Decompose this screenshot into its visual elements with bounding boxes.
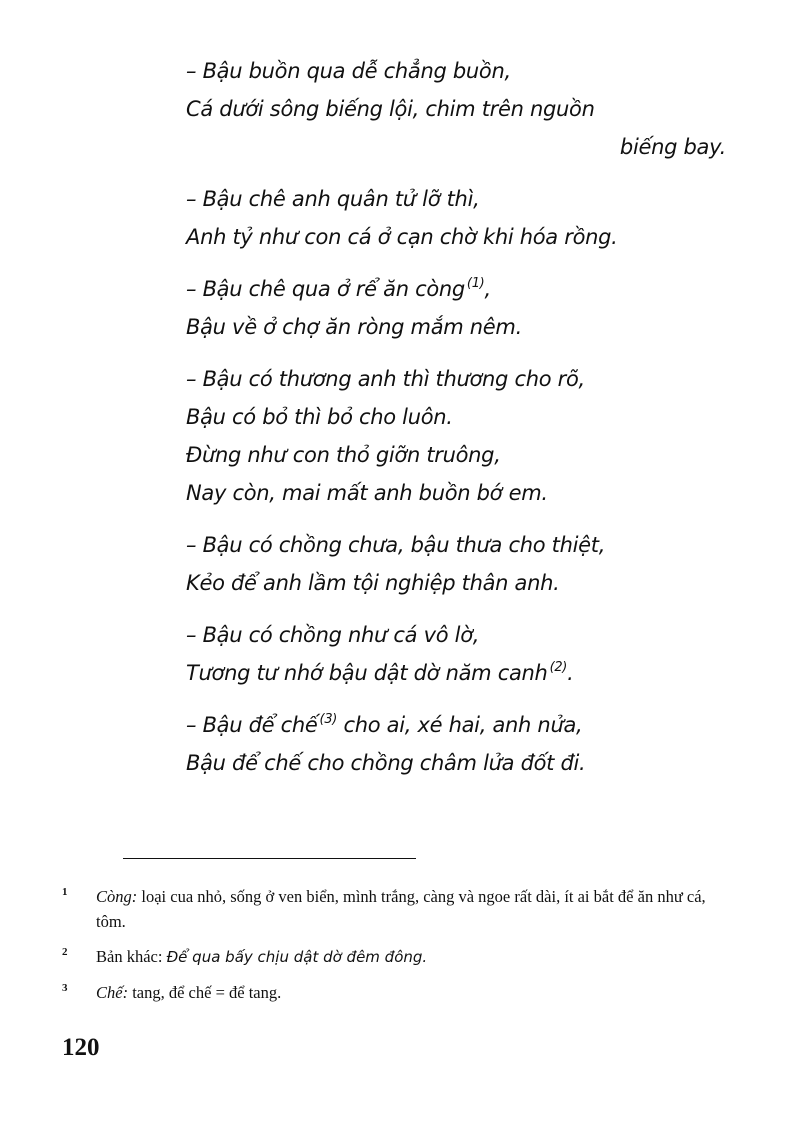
footnote-item	[62, 884, 732, 934]
poem-line: Bậu về ở chợ ăn ròng mắm nêm.	[186, 315, 522, 339]
poem-line-text: – Bậu chê qua ở rể ăn còng	[186, 277, 465, 301]
footnote-divider	[123, 858, 416, 859]
poem-line: – Bậu có thương anh thì thương cho rõ,	[186, 367, 585, 391]
poem-line-text: Tương tư nhớ bậu dật dờ năm canh	[186, 661, 548, 685]
poem-line-text: – Bậu để chế	[186, 713, 318, 737]
footnote-marker: (3)	[319, 712, 338, 727]
poem-line	[186, 654, 746, 692]
footnote-item	[62, 944, 732, 970]
stanza	[186, 706, 746, 782]
poem-line	[186, 706, 746, 744]
poem-line: – Bậu buồn qua dễ chẳng buồn,	[186, 59, 511, 83]
poem-line: Anh tỷ như con cá ở cạn chờ khi hóa rồng.	[186, 225, 618, 249]
poem-line-text: cho ai, xé hai, anh nửa,	[343, 713, 583, 737]
poem-line: Bậu có bỏ thì bỏ cho luôn.	[186, 405, 453, 429]
footnote-text: loại cua nhỏ, sống ở ven biển, mình trắng, càng và ngoe rất dài, ít ai bắt để ăn như cá, tôm.	[96, 887, 706, 931]
footnote-marker: (1)	[466, 276, 485, 291]
punctuation: ,	[484, 277, 491, 301]
poem-line: Cá dưới sông biếng lội, chim trên nguồn	[186, 97, 595, 121]
poem-line: Bậu để chế cho chồng châm lửa đốt đi.	[186, 751, 586, 775]
footnote-marker: (2)	[549, 660, 568, 675]
punctuation: .	[567, 661, 574, 685]
poem-line: Đừng như con thỏ giỡn truông,	[186, 443, 501, 467]
footnote-lead: Bản khác:	[96, 947, 167, 966]
poem-line: Kẻo để anh lầm tội nghiệp thân anh.	[186, 571, 560, 595]
poem-line: Nay còn, mai mất anh buồn bớ em.	[186, 481, 548, 505]
footnote-number: 3	[62, 982, 68, 994]
poem-line: biếng bay.	[619, 135, 726, 159]
stanza	[186, 360, 746, 512]
footnote-term: Chế:	[96, 983, 129, 1002]
page-number: 120	[62, 1034, 100, 1061]
poem	[186, 52, 746, 796]
poem-line: – Bậu chê anh quân tử lỡ thì,	[186, 187, 480, 211]
poem-line: – Bậu có chồng chưa, bậu thưa cho thiệt,	[186, 533, 606, 557]
footnote-term: Còng:	[96, 887, 138, 906]
stanza	[186, 52, 746, 166]
footnote-number: 2	[62, 946, 68, 958]
footnote-text: tang, để chế = để tang.	[128, 983, 282, 1002]
stanza	[186, 526, 746, 602]
stanza	[186, 180, 746, 256]
footnote-number: 1	[62, 886, 68, 898]
stanza	[186, 270, 746, 346]
footnote-item	[62, 980, 732, 1005]
footnote-alt-version: Để qua bấy chịu dật dờ đêm đông.	[166, 948, 428, 966]
poem-line: – Bậu có chồng như cá vô lờ,	[186, 623, 480, 647]
stanza	[186, 616, 746, 692]
poem-line	[186, 270, 746, 308]
footnotes	[62, 884, 732, 1015]
